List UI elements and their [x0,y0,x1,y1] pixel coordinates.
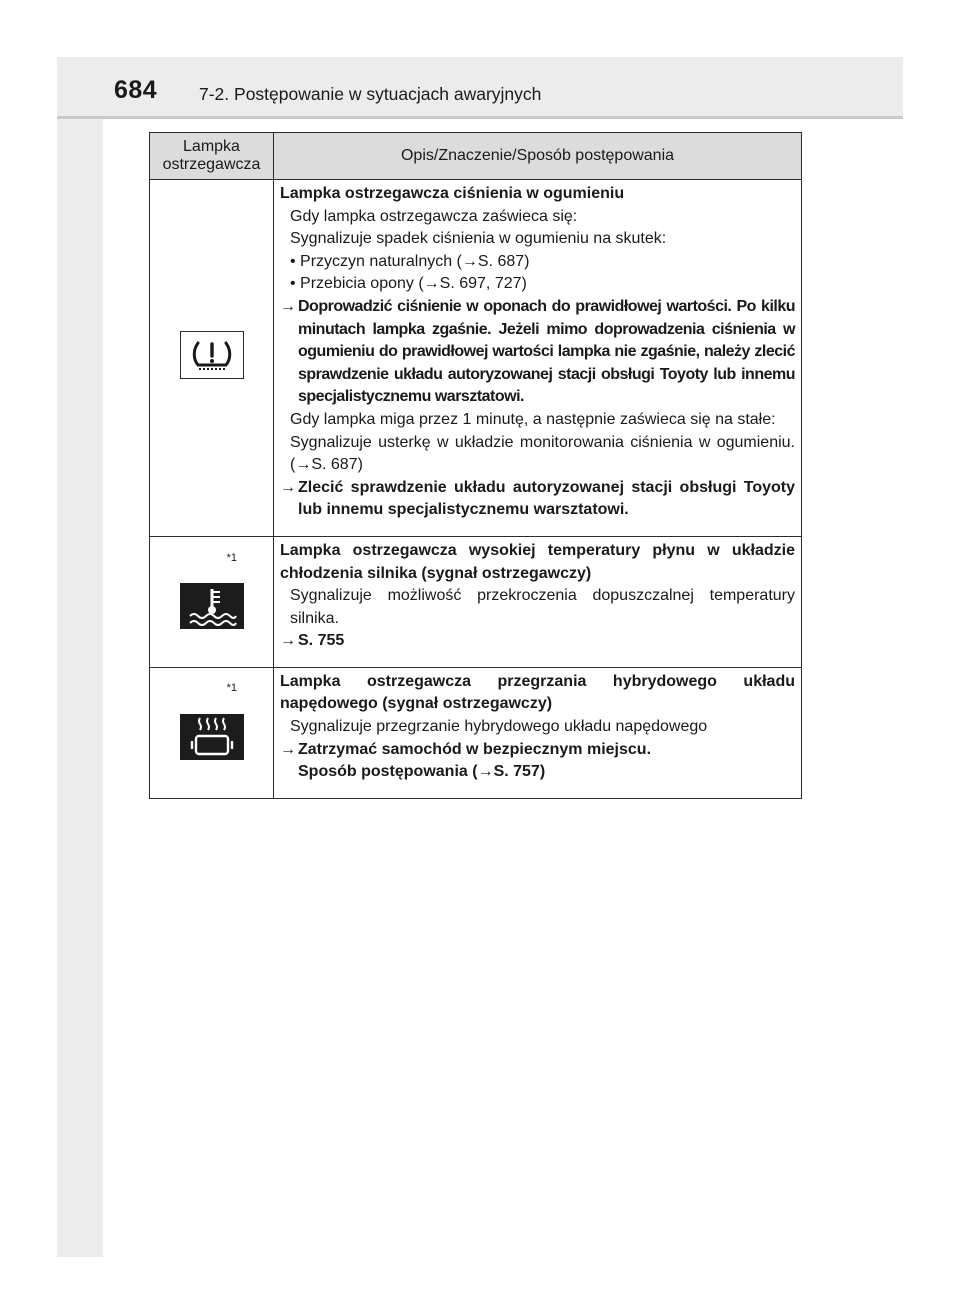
arrow-icon: → [280,740,296,758]
action-text: Doprowadzić ciśnienie w oponach do prawidłowej wartości. Po kilku minutach lampka zgaśnie. Jeżeli mimo doprowadzenia ciśnienia w ogumieniu do prawidłowej wartości lampka nie zgaśnie, należy zlecić sprawdzenie układu autoryzowanej stacji obsługi Toyoty lub innemu specjalistycznemu warsztatowi. [298,297,795,406]
text-line: Gdy lampka ostrzegawcza zaświeca się: [290,207,578,225]
bullet-item: • Przyczyn naturalnych (→S. 687) [290,252,530,270]
table-row [150,536,802,667]
header-divider [57,116,903,119]
table-header-row [150,133,802,180]
action-instruction [280,739,795,762]
warning-title: Lampka ostrzegawcza wysokiej temperatury płynu w układzie chłodzenia silnika (sygnał ostrzegawczy) [280,541,795,582]
text-line: Sygnalizuje możliwość przekroczenia dopuszczalnej temperatury silnika. [290,587,795,627]
action-instruction [280,761,795,784]
text-line: Sygnalizuje spadek ciśnienia w ogumieniu na skutek: [290,230,667,248]
coolant-temperature-warning-icon [180,583,244,629]
action-text: Zlecić sprawdzenie układu autoryzowanej stacji obsługi Toyoty lub innemu specjalistycznemu warsztatowi. [298,478,795,519]
page-reference: Sposób postępowania (→S. 757) [298,763,546,781]
hybrid-system-overheat-warning-icon [180,714,244,760]
description-cell [274,667,802,798]
arrow-icon: → [280,632,296,650]
column-header-description: Opis/Znaczenie/Sposób postępowania [274,133,802,180]
action-instruction [280,296,795,409]
lamp-cell [150,536,274,667]
footnote-marker: *1 [226,681,237,694]
table-row [150,180,802,537]
page-number: 684 [114,76,158,104]
page-reference: S. 755 [298,632,345,650]
section-title: 7-2. Postępowanie w sytuacjach awaryjnych [199,84,542,104]
lamp-cell [150,667,274,798]
bullet-item: • Przebicia opony (→S. 697, 727) [290,275,527,293]
description-cell [274,536,802,667]
warning-lights-table [149,132,802,799]
action-instruction [280,630,795,653]
action-instruction [280,477,795,522]
description-cell [274,180,802,537]
text-line: Sygnalizuje usterkę w układzie monitorowania ciśnienia w ogumieniu. (→S. 687) [290,433,795,474]
warning-title: Lampka ostrzegawcza przegrzania hybrydowego układu napędowego (sygnał ostrzegawczy) [280,672,795,713]
arrow-icon: → [280,478,296,496]
action-text: Zatrzymać samochód w bezpiecznym miejscu. [298,740,652,758]
side-margin-band [57,57,103,1257]
warning-title: Lampka ostrzegawcza ciśnienia w ogumieniu [280,185,625,202]
tire-pressure-warning-icon [180,331,244,379]
text-line: Gdy lampka miga przez 1 minutę, a następnie zaświeca się na stałe: [290,410,776,428]
text-line: Sygnalizuje przegrzanie hybrydowego układu napędowego [290,718,708,736]
table-row [150,667,802,798]
arrow-icon: → [280,297,296,315]
column-header-lamp: Lampka ostrzegawcza [150,133,274,180]
footnote-marker: *1 [226,551,237,564]
lamp-cell [150,180,274,537]
